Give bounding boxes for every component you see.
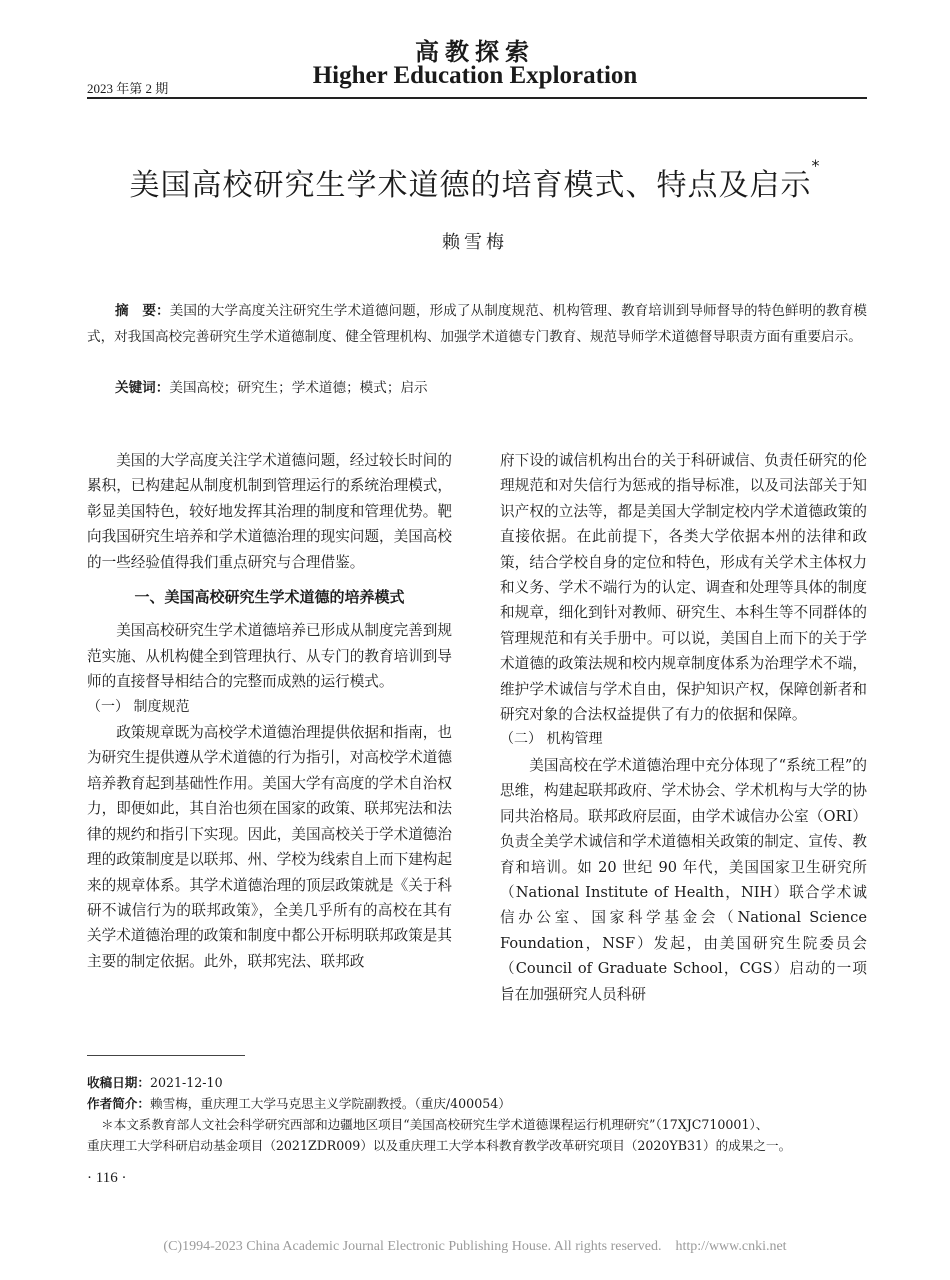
abstract-text: 美国的大学高度关注研究生学术道德问题，形成了从制度规范、机构管理、教育培训到导师督导的特色鲜明的教育模式，对我国高校完善研究生学术道德制度、健全管理机构、加强学术道德专门教育、规范导师学术道德督导职责方面有重要启示。 [87, 303, 868, 345]
copyright-notice: (C)1994-2023 China Academic Journal Electronic Publishing House. All rights reserved. http://www.cnki.net [163, 1239, 787, 1254]
author-info-value: 赖雪梅，重庆理工大学马克思主义学院副教授。（重庆/400054） [149, 1096, 511, 1111]
subsection-heading-2: （二） 机构管理 [500, 731, 603, 748]
author-info [87, 1093, 877, 1114]
footnote-divider [87, 1055, 245, 1056]
subsection-heading-1: （一） 制度规范 [87, 698, 190, 715]
paragraph-policy: 政策规章既为高校学术道德治理提供依据和指南，也为研究生提供遵从学术道德的行为指引，对高校学术道德培养教育起到基础性作用。美国大学有高度的学术自治权力，即便如此，其自治也须在国家的政策、联邦宪法和法律的规约和指引下实现。因此，美国高校关于学术道德治理的政策制度是以联邦、州、学校为线索自上而下建构起来的规章体系。其学术道德治理的顶层政策就是《关于科研不诚信行为的联邦政策》，全美几乎所有的高校在其有关学术道德治理的政策和制度中都公开标明联邦政策是其主要的制定依据。此外，联邦宪法、联邦政 [87, 724, 452, 970]
journal-title-en: Higher Education Exploration [312, 62, 638, 89]
received-date-label: 收稿日期： [87, 1075, 150, 1090]
keywords [115, 376, 875, 396]
issue-label: 2023 年第 2 期 [87, 81, 169, 96]
section-heading-1: 一、美国高校研究生学术道德的培养模式 [134, 588, 405, 607]
title-footnote-mark: * [811, 156, 821, 175]
footnotes [87, 1072, 877, 1156]
article-title [0, 156, 950, 204]
keywords-label: 关键词： [115, 380, 170, 396]
article-title-text: 美国高校研究生学术道德的培育模式、特点及启示 [129, 168, 812, 203]
received-date [87, 1072, 877, 1093]
funding-note-line-1: ＊本文系教育部人文社会科学研究西部和边疆地区项目“美国高校研究生学术道德课程运行机理研究”（17XJC710001）、 [101, 1117, 769, 1132]
abstract-label: 摘 要： [115, 303, 170, 319]
paragraph-model-overview: 美国高校研究生学术道德培养已形成从制度完善到规范实施、从机构健全到管理执行、从专门的教育培训到导师的直接督导相结合的完整而成熟的运行模式。 [87, 622, 452, 691]
keywords-text: 美国高校；研究生；学术道德；模式；启示 [169, 380, 428, 396]
received-date-value: 2021-12-10 [149, 1075, 223, 1090]
paragraph-institutions: 美国高校在学术道德治理中充分体现了“系统工程”的思维，构建起联邦政府、学术协会、学术机构与大学的协同共治格局。联邦政府层面，由学术诚信办公室（ORI）负责全美学术诚信和学术道德相关政策的制定、宣传、教育和培训。如 20 世纪 90 年代，美国国家卫生研究所（National Institute of Health，NIH）联合学术诚信办公室、国家科学基金会（National Science Foundation，NSF）发起，由美国研究生院委员会（Council of Graduate School，CGS）启动的一项旨在加强研究人员科研 [500, 756, 867, 1003]
journal-title-cn: 高教探索 [415, 38, 535, 66]
header-divider [87, 97, 867, 99]
body-left-column [87, 448, 452, 974]
author-info-label: 作者简介： [87, 1096, 150, 1111]
body-right-column [500, 448, 867, 1007]
page-number: · 116 · [87, 1170, 127, 1186]
paragraph-policy-continued: 府下设的诚信机构出台的关于科研诚信、负责任研究的伦理规范和对失信行为惩戒的指导标准，以及司法部关于知识产权的立法等，都是美国大学制定校内学术道德政策的直接依据。在此前提下，各类大学依据本州的法律和政策，结合学校自身的定位和特色，形成有关学术主体权力和义务、学术不端行为的认定、调查和处理等具体的制度和规章，细化到针对教师、研究生、本科生等不同群体的管理规范和有关手册中。可以说，美国自上而下的关于学术道德的政策法规和校内规章制度体系为治理学术不端，维护学术诚信与学术自由，保护知识产权，保障创新者和研究对象的合法权益提供了有力的依据和保障。 [500, 452, 867, 724]
paragraph-intro: 美国的大学高度关注学术道德问题，经过较长时间的累积，已构建起从制度机制到管理运行的系统治理模式，彰显美国特色，较好地发挥其治理的制度和管理优势。靶向我国研究生培养和学术道德治理的现实问题，美国高校的一些经验值得我们重点研究与合理借鉴。 [87, 452, 452, 571]
article-author: 赖雪梅 [442, 232, 508, 253]
abstract [87, 298, 867, 350]
funding-note-line-2: 重庆理工大学科研启动基金项目（2021ZDR009）以及重庆理工大学本科教育教学改革研究项目（2020YB31）的成果之一。 [87, 1138, 792, 1153]
